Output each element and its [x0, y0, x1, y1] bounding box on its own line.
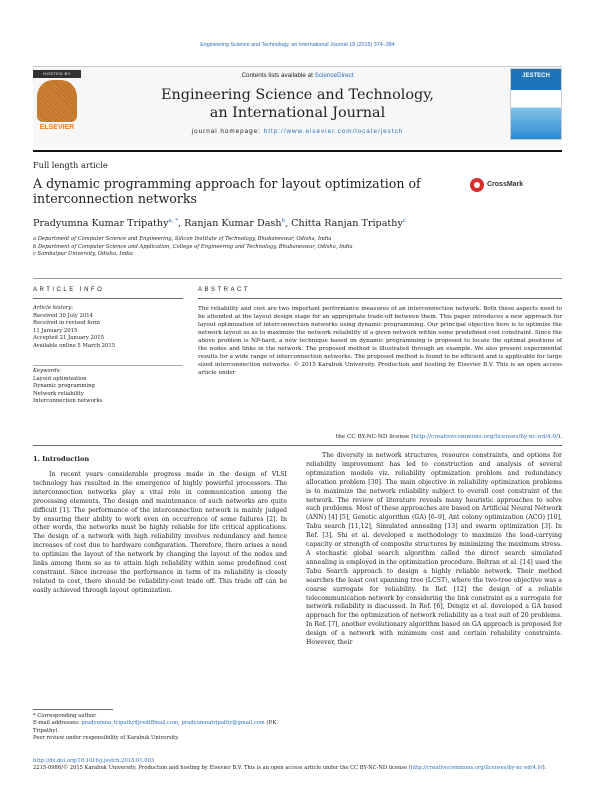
author-affiliation-mark[interactable]: c	[402, 218, 406, 224]
history-item: 11 January 2015	[33, 327, 78, 334]
history-item: Received 30 July 2014	[33, 312, 93, 319]
author-name[interactable]: Pradyumna Kumar Tripathy	[33, 218, 169, 230]
abstract-heading: ABSTRACT	[198, 287, 251, 293]
email-separator: ,	[178, 720, 182, 727]
crossmark-icon	[470, 178, 484, 192]
affiliation-divider	[33, 278, 562, 279]
article-footer-meta	[33, 758, 562, 773]
history-item: Accepted 21 January 2015	[33, 335, 104, 342]
publisher-name: ELSEVIER	[39, 124, 75, 131]
author-separator: ,	[285, 218, 292, 230]
peer-review-note: Peer review under responsibility of Karabuk University.	[33, 735, 180, 742]
keyword-item: Network reliability	[33, 390, 84, 397]
email-link[interactable]: pradyumna_tripathy@rediffmail.com	[81, 720, 179, 727]
journal-title	[0, 86, 595, 122]
abstract-divider	[198, 298, 562, 299]
keyword-item: Dynamic programming	[33, 383, 95, 390]
keyword-item: Interconnection networks	[33, 398, 103, 405]
hosted-by-label: HOSTED BY	[33, 70, 81, 78]
affiliation-item: c Sambalpur University, Odisha, India	[33, 251, 133, 258]
author-affiliation-mark[interactable]: b	[281, 218, 286, 224]
journal-title-line-2: an International Journal	[209, 105, 386, 121]
history-item: Available online 5 March 2015	[33, 342, 116, 349]
article-info-heading: ARTICLE INFO	[33, 287, 105, 293]
affiliation-item: a Department of Computer Science and Engineering, Silicon Institute of Technology, Bhubaneswar, Odisha, India	[33, 236, 332, 242]
journal-cover-thumbnail[interactable]	[510, 68, 562, 140]
author-separator: ,	[178, 218, 185, 230]
corresponding-author-note: * Corresponding author.	[33, 713, 97, 719]
affiliation-item: b Department of Computer Science and Application, College of Engineering and Technology, Bhubaneswar, Odisha, India	[33, 243, 353, 250]
license-link[interactable]: http://creativecommons.org/licenses/by-nc-nd/4.0/	[413, 434, 558, 440]
author-affiliation-mark[interactable]: a, *	[168, 218, 179, 224]
author-list	[33, 218, 406, 229]
abstract-body	[198, 305, 562, 377]
affiliations	[33, 236, 353, 259]
abstract-copyright: © 2015 Karabuk University. Production and hosting by Elsevier B.V. This is an open access article under	[198, 362, 562, 376]
abstract-license	[198, 433, 562, 441]
doi-link[interactable]: http://dx.doi.org/10.1016/j.jestch.2015.01.003	[33, 758, 155, 764]
email-link[interactable]: pradyumnatripathy@gmail.com	[181, 720, 265, 727]
body-column-left	[33, 471, 287, 596]
running-head[interactable]: Engineering Science and Technology, an International Journal 18 (2015) 374–384	[200, 42, 395, 48]
abstract-text: The reliability and cost are two important performance measures of an interconnection network. Both these aspects need to be attended at the layout design stage for an appropriate trade-off between them. This paper introduces a new approach for layout optimization of interconnection networks using dynamic programming. Our principal objective here is to optimize the network layout so as to maximize the network reliability of a given network within some predefined cost constraint. Since the above problem is NP-hard, a new technique based on dynamic programming is proposed to locate the optimal positions of the nodes and links in the network. The proposed method is illustrated through an example. We also present experimental results for a wide range of interconnection networks. The proposed method is found to be efficient and is applicable for large sized interconnection networks.	[198, 306, 562, 368]
abstract-end-divider	[33, 445, 562, 446]
footer-license-link[interactable]: http://creativecommons.org/licenses/by-nc-nd/4.0/	[410, 765, 543, 772]
article-title: A dynamic programming approach for layout optimization of interconnection networks	[33, 176, 421, 206]
section-heading-introduction: 1. Introduction	[33, 455, 90, 463]
article-type: Full length article	[33, 160, 108, 170]
article-history	[33, 305, 115, 351]
contents-line	[0, 72, 595, 79]
body-paragraph: The diversity in network structures, resource constraints, and options for reliability improvement has led to construction and analysis of several optimization models viz. reliability optimization problem and redundancy allocation problem [30]. The main objective in reliability optimization problems is to maximize the network reliability subject to overall cost constraint of the network. The review of literature reveals many heuristic approaches to solve such problems. Most of these approaches are based on Artificial Neural Network (ANN) [4] [5], Genetic algorithm (GA) [6–9], Ant colony optimization (ACO) [10], Tabu search [11,12], Simulated annealing [13] and swarm optimization [3]. In Ref. [3], Shi et al. developed a methodology to maximize the load-carrying capacity or strength of composite structures by minimizing the maximum stress. A stochastic global search algorithm called the direct search simulated annealing is employed in the optimization procedure. Beltran et al. [14] used the Tabu Search approach to design a highly reliable network. Their method searches the least cost spanning tree (LCST), where the two-tree objective was a coarse surrogate for reliability. In Ref. [12] the design of a reliable telecommunication network by considering the link constraint as a surrogate for network reliability is discussed. In Ref. [6], Dengiz et al. developed a GA based approach for the optimization of network reliability as a test suit of 20 problems. In Ref. [7], another evolutionary algorithm based on GA approach is proposed for design of a network with minimum cost and certain reliability constraints. However, their	[306, 452, 562, 647]
keywords-divider	[33, 365, 183, 366]
email-label: E-mail addresses:	[33, 720, 82, 727]
issn-text: 2215-0986/© 2015 Karabuk University. Production and hosting by Elsevier B.V. This is an open access article under the CC BY-NC-ND license (	[33, 765, 411, 772]
keywords	[33, 368, 102, 406]
header-divider	[33, 150, 562, 152]
history-label: Article history:	[33, 305, 74, 311]
footnotes	[33, 713, 287, 743]
license-prefix: the CC BY-NC-ND license (	[335, 434, 414, 440]
email-suffix: (P.K. Tripathy).	[33, 720, 279, 734]
homepage-label: journal homepage:	[191, 128, 264, 135]
body-paragraph: In recent years considerable progress made in the design of VLSI technology has resulted in the emergence of highly powerful processors. The interconnection networks play a vital role in communication among the processing elements. The design and maintenance of such networks are quite difficult [1]. The performance of the interconnection network is mainly judged by ensuring their ability to work even on occurrence of some failures [2]. In other words, the networks must be highly reliable for life critical applications. The design of a network with high reliability involves redundancy and hence increases of cost due to hardware configuration. Therefore, there arises a need to optimize the layout of the network by changing the layout of the nodes and links among them so as to attain high reliability within some predefined cost constraint. Since increase the performance in term of its reliability is closely related to cost, there should be reliability-cost trade off. This trade off can be easily achieved through layout optimization.	[33, 471, 287, 594]
sciencedirect-link[interactable]: ScienceDirect	[314, 72, 354, 79]
crossmark-badge[interactable]	[470, 178, 540, 194]
article-info-divider	[33, 298, 183, 299]
keywords-label: Keywords:	[33, 368, 62, 374]
footer-license-suffix: ).	[542, 765, 547, 772]
issn-line	[33, 765, 562, 772]
footnote-divider	[33, 709, 113, 710]
email-note	[33, 720, 287, 735]
cover-label: JESTECH	[522, 73, 550, 79]
homepage-link[interactable]: http://www.elsevier.com/locate/jestch	[263, 128, 404, 135]
crossmark-label: CrossMark	[487, 181, 524, 188]
keyword-item: Layout optimization	[33, 375, 87, 382]
journal-homepage	[0, 128, 595, 135]
contents-prefix: Contents lists available at	[241, 72, 315, 79]
license-suffix: ).	[557, 434, 562, 440]
journal-title-line-1: Engineering Science and Technology,	[160, 87, 435, 103]
history-item: Received in revised form	[33, 320, 100, 327]
body-column-right	[306, 452, 562, 648]
author-name[interactable]: Ranjan Kumar Dash	[184, 218, 282, 230]
author-name[interactable]: Chitta Ranjan Tripathy	[291, 218, 403, 230]
